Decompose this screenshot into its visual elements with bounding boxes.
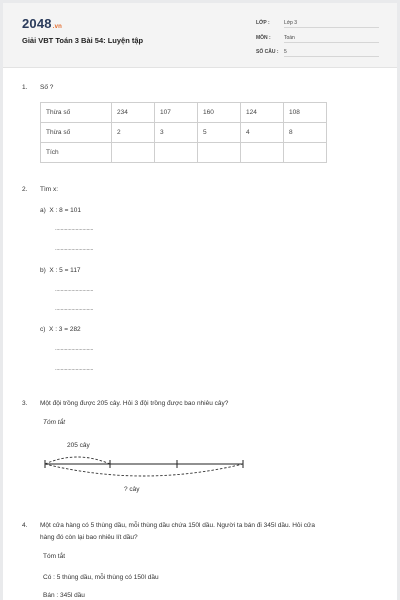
table-cell: 108	[284, 103, 327, 123]
question-number: 1.	[22, 84, 28, 91]
meta-key: SỐ CÂU :	[256, 49, 279, 55]
table-row	[41, 123, 327, 143]
table-cell: 8	[284, 123, 327, 143]
meta-key: MÔN :	[256, 35, 271, 41]
row-label: Tích	[41, 143, 112, 163]
question-text: Số ?	[40, 84, 54, 91]
worksheet	[3, 3, 397, 600]
segment-label-top: 205 cây	[67, 442, 90, 449]
logo-text: 2048	[22, 16, 52, 31]
part-expression: X : 5 = 117	[49, 267, 81, 274]
question-text: Một cửa hàng có 5 thùng dầu, mỗi thùng dầu chứa 150l dầu. Người ta bán đi 345l dầu. Hỏi cửa	[40, 522, 315, 529]
summary-label: Tóm tắt	[43, 419, 66, 426]
row-label: Thừa số	[41, 123, 112, 143]
answer-line[interactable]: ............................	[55, 306, 94, 312]
answer-cell[interactable]	[284, 143, 327, 163]
answer-cell[interactable]	[241, 143, 284, 163]
answer-line[interactable]: ............................	[55, 226, 94, 232]
row-label: Thừa số	[41, 103, 112, 123]
summary-label: Tóm tắt	[43, 553, 66, 560]
table-row	[41, 103, 327, 123]
table-cell: 4	[241, 123, 284, 143]
multiplication-table	[40, 102, 327, 163]
answer-line[interactable]: ............................	[55, 287, 94, 293]
answer-cell[interactable]	[198, 143, 241, 163]
segment-diagram	[41, 440, 253, 492]
part-label: a)	[40, 207, 46, 214]
question-number: 3.	[22, 400, 28, 407]
meta-value: 5	[284, 49, 379, 57]
question-text-continued: hàng đó còn lại bao nhiêu lít dầu?	[40, 534, 138, 541]
part-expression: X : 8 = 101	[49, 207, 82, 214]
part-a	[40, 207, 81, 214]
table-cell: 124	[241, 103, 284, 123]
part-label: c)	[40, 326, 46, 333]
table-cell: 234	[112, 103, 155, 123]
answer-line[interactable]: ............................	[55, 246, 94, 252]
answer-cell[interactable]	[155, 143, 198, 163]
meta-value: Lớp 3	[284, 20, 379, 28]
table-cell: 5	[198, 123, 241, 143]
meta-key: LỚP :	[256, 20, 270, 26]
part-expression: X : 3 = 282	[49, 326, 81, 333]
question-number: 4.	[22, 522, 28, 529]
site-logo[interactable]	[22, 16, 62, 31]
answer-line[interactable]: ............................	[55, 366, 94, 372]
summary-line-co: Có : 5 thùng dầu, mỗi thùng có 150l dầu	[43, 574, 159, 581]
summary-line-ban: Bán : 345l dầu	[43, 592, 85, 599]
page-title: Giải VBT Toán 3 Bài 54: Luyện tập	[22, 36, 144, 45]
logo-suffix: .vn	[52, 24, 63, 30]
table-cell: 2	[112, 123, 155, 143]
answer-cell[interactable]	[112, 143, 155, 163]
question-number: 2.	[22, 186, 28, 193]
table-row	[41, 143, 327, 163]
table-cell: 107	[155, 103, 198, 123]
table-cell: 3	[155, 123, 198, 143]
part-c	[40, 326, 81, 333]
meta-value: Toán	[284, 35, 379, 43]
segment-label-bottom: ? cây	[124, 486, 140, 493]
table-cell: 160	[198, 103, 241, 123]
answer-line[interactable]: ............................	[55, 346, 94, 352]
question-text: Một đội trồng được 205 cây. Hỏi 3 đội trồng được bao nhiêu cây?	[40, 400, 229, 407]
part-label: b)	[40, 267, 46, 274]
worksheet-header	[3, 3, 397, 68]
part-b	[40, 267, 81, 274]
question-text: Tìm x:	[40, 186, 59, 193]
